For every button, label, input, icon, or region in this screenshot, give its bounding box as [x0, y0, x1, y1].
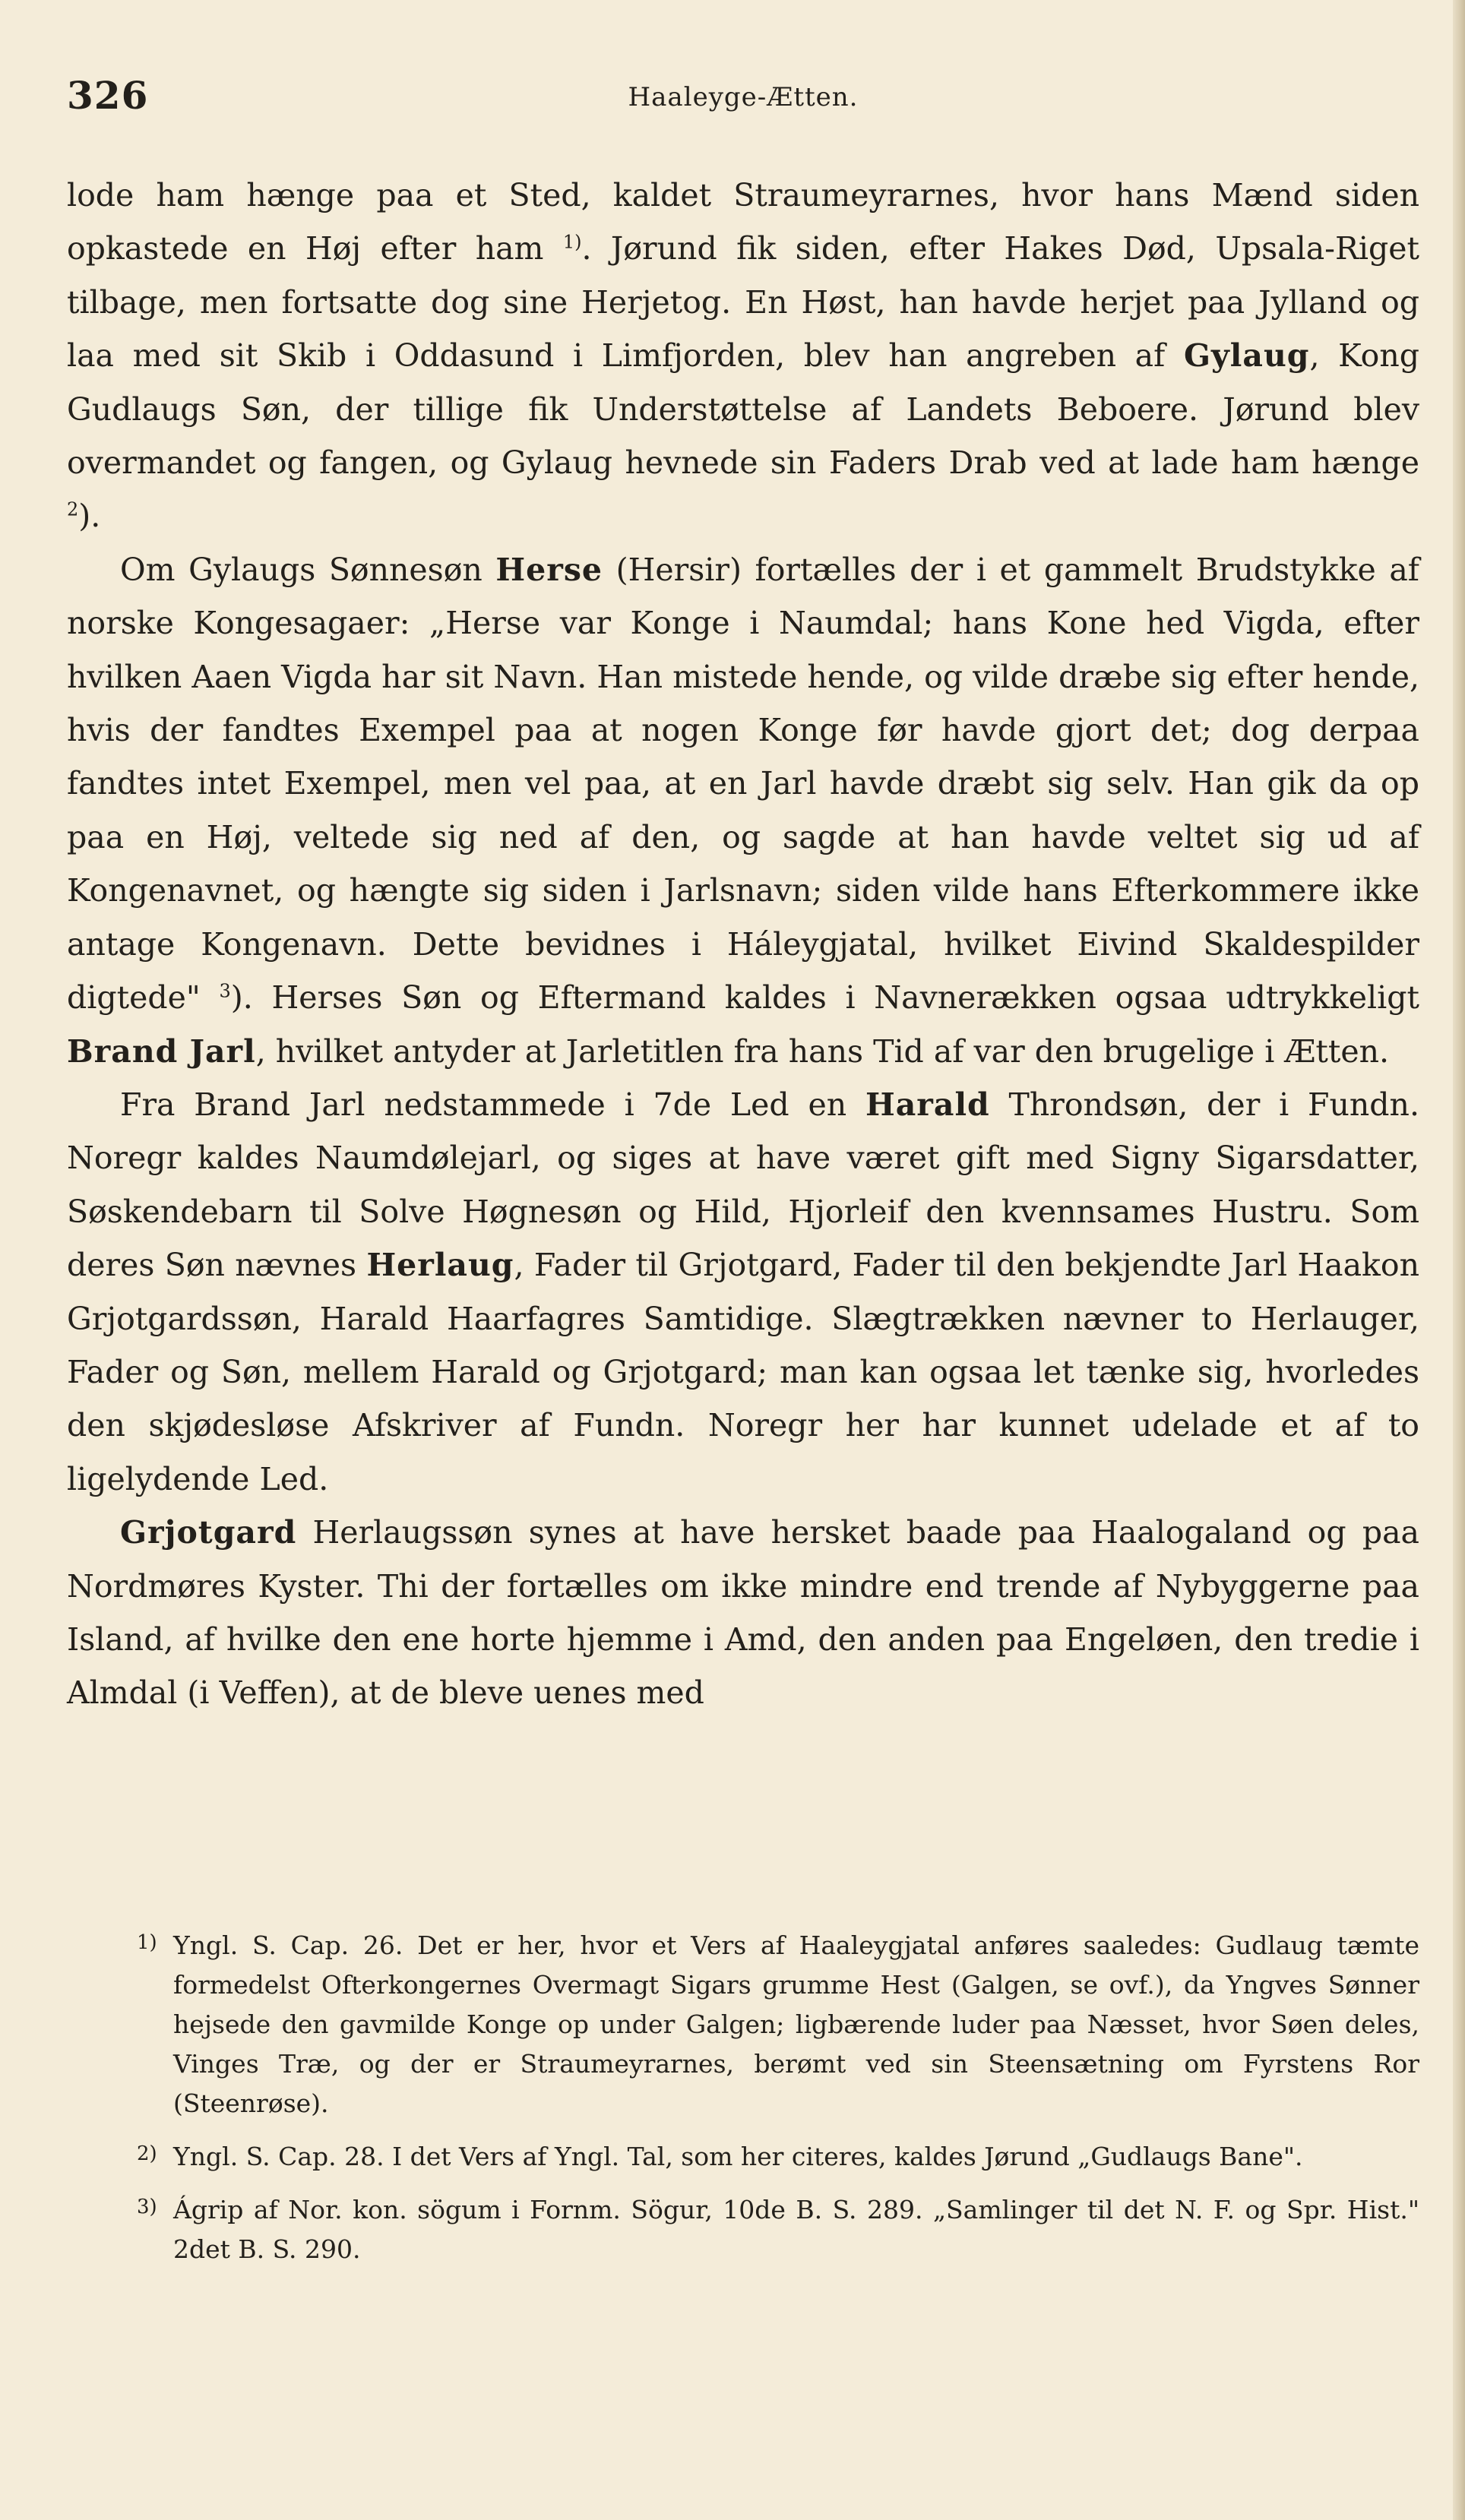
footnote-ref-3[interactable]: 3	[219, 980, 231, 1002]
name-herlaug: Herlaug	[366, 1247, 514, 1284]
footnote-ref-1[interactable]: 1)	[562, 231, 582, 253]
footnotes	[137, 1926, 1419, 2283]
name-harald: Harald	[865, 1086, 990, 1123]
name-brand-jarl: Brand Jarl	[67, 1032, 256, 1070]
footnote-2	[137, 2137, 1419, 2177]
footnote-mark: 2)	[137, 2142, 157, 2165]
paragraph-1: lode ham hænge paa et Sted, kaldet Straumeyrarnes, hvor hans Mænd siden opkastede en Høj efter ham $^{1)}$. Jørund fik siden, efter Hakes Død, Upsala-Riget tilbage, men fortsatte dog sine Herjetog. En Høst, han havde herjet paa Jylland og laa med sit Skib i Oddasund i Limfjorden, blev han angreben af Gylaug, Kong Gudlaugs Søn, der tillige fik Understøttelse af Landets Beboere. Jørund blev overmandet og fangen, og Gylaug hevnede sin Faders Drab ved at lade ham hænge $^2$).	[67, 177, 1420, 535]
paragraph-4: Grjotgard Herlaugssøn synes at have hersket baade paa Haalogaland og paa Nordmøres Kyster. Thi der fortælles om ikke mindre end trende af Nybyggerne paa Island, af hvilke den ene horte hjemme i Amd, den anden paa Engeløen, den tredie i Almdal (i Veffen), at de bleve uenes med	[67, 1514, 1419, 1712]
body-text	[67, 169, 1419, 1720]
page-number: 326	[67, 73, 149, 118]
footnote-3	[137, 2190, 1419, 2269]
footnote-1	[137, 1926, 1419, 2123]
running-head: Haaleyge-Ætten.	[628, 82, 859, 112]
page-edge	[1453, 0, 1465, 2520]
footnote-mark: 1)	[137, 1931, 157, 1954]
name-herse: Herse	[495, 551, 603, 588]
footnote-text: Yngl. S. Cap. 28. I det Vers af Yngl. Tal, som her citeres, kaldes Jørund „Gudlaugs Bane".	[173, 2142, 1303, 2171]
footnote-ref-2[interactable]: 2	[67, 498, 79, 520]
paragraph-2: Om Gylaugs Sønnesøn Herse (Hersir) fortælles der i et gammelt Brudstykke af norske Kongesagaer: „Herse var Konge i Naumdal; hans Kone hed Vigda, efter hvilken Aaen Vigda har sit Navn. Han mistede hende, og vilde dræbe sig efter hende, hvis der fandtes Exempel paa at nogen Konge før havde gjort det; dog derpaa fandtes intet Exempel, men vel paa, at en Jarl havde dræbt sig selv. Han gik da op paa en Høj, veltede sig ned af den, og sagde at han havde veltet sig ud af Kongenavnet, og hængte sig siden i Jarlsnavn; siden vilde hans Efterkommere ikke antage Kongenavn. Dette bevidnes i Háleygjatal, hvilket Eivind Skaldespilder digtede" $^3$). Herses Søn og Eftermand kaldes i Navnerækken ogsaa udtrykkeligt Brand Jarl, hvilket antyder at Jarletitlen fra hans Tid af var den brugelige i Ætten.	[67, 551, 1419, 1070]
footnote-text: Ágrip af Nor. kon. sögum i Fornm. Sögur, 10de B. S. 289. „Samlinger til det N. F. og Spr. Hist." 2det B. S. 290.	[173, 2195, 1419, 2264]
paragraph-3: Fra Brand Jarl nedstammede i 7de Led en Harald Throndsøn, der i Fundn. Noregr kaldes Naumdølejarl, og siges at have været gift med Signy Sigarsdatter, Søskendebarn til Solve Høgnesøn og Hild, Hjorleif den kvennsames Hustru. Som deres Søn nævnes Herlaug, Fader til Grjotgard, Fader til den bekjendte Jarl Haakon Grjotgardssøn, Harald Haarfagres Samtidige. Slægtrækken nævner to Herlauger, Fader og Søn, mellem Harald og Grjotgard; man kan ogsaa let tænke sig, hvorledes den skjødesløse Afskriver af Fundn. Noregr her har kunnet udelade et af to ligelydende Led.	[67, 1086, 1419, 1497]
name-grjotgard: Grjotgard	[120, 1514, 297, 1551]
page-header	[67, 73, 1419, 126]
footnote-text: Yngl. S. Cap. 26. Det er her, hvor et Vers af Haaleygjatal anføres saaledes: Gudlaug tæmte formedelst Ofterkongernes Overmagt Sigars grumme Hest (Galgen, se ovf.), da Yngves Sønner hejsede den gavmilde Konge op under Galgen; ligbærende luder paa Næsset, hvor Søen deles, Vinges Træ, og der er Straumeyrarnes, berømt ved sin Steensætning om Fyrstens Ror (Steenrøse).	[173, 1930, 1419, 2118]
name-gylaug: Gylaug	[1183, 337, 1310, 375]
footnote-mark: 3)	[137, 2196, 157, 2218]
